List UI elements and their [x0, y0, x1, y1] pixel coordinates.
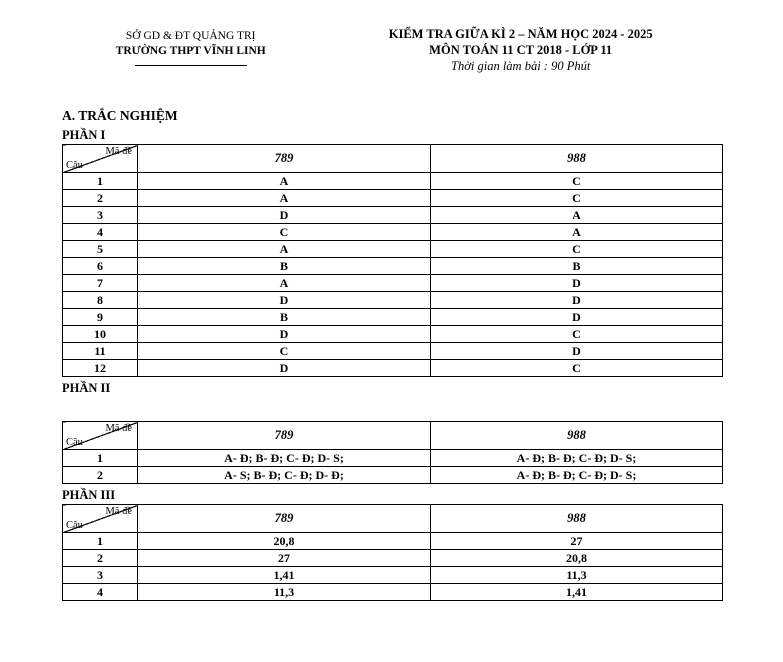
question-number-cell: 4 [63, 584, 138, 601]
answer-cell: 20,8 [431, 550, 723, 567]
answer-cell: A- Đ; B- Đ; C- Đ; D- S; [431, 467, 723, 484]
answer-cell: A- Đ; B- Đ; C- Đ; D- S; [138, 450, 431, 467]
corner-cell [63, 505, 138, 533]
table-header-row [63, 505, 723, 533]
question-number-cell: 8 [63, 292, 138, 309]
answer-cell: 11,3 [138, 584, 431, 601]
answer-cell: D [431, 275, 723, 292]
answer-cell: C [431, 173, 723, 190]
question-number-cell: 11 [63, 343, 138, 360]
answer-cell: A- S; B- Đ; C- Đ; D- Đ; [138, 467, 431, 484]
answer-cell: 27 [431, 533, 723, 550]
answer-cell: B [431, 258, 723, 275]
exam-code-789: 789 [138, 145, 431, 173]
department-name: SỞ GD & ĐT QUẢNG TRỊ [125, 30, 256, 42]
corner-label-cau: Câu [66, 520, 83, 531]
table-row [63, 450, 723, 467]
corner-label-cau: Câu [66, 437, 83, 448]
answer-cell: B [138, 309, 431, 326]
table-row [63, 224, 723, 241]
answer-cell: 20,8 [138, 533, 431, 550]
question-number-cell: 7 [63, 275, 138, 292]
answer-cell: D [431, 309, 723, 326]
answer-table-phan-i [62, 144, 723, 377]
answer-cell: C [138, 224, 431, 241]
question-number-cell: 1 [63, 450, 138, 467]
table-row [63, 173, 723, 190]
corner-label-ma-de: Mã đề [105, 423, 132, 434]
exam-code-789: 789 [138, 505, 431, 533]
document-header [62, 26, 722, 74]
answer-cell: D [138, 360, 431, 377]
answer-cell: A [138, 173, 431, 190]
table-row [63, 309, 723, 326]
question-number-cell: 1 [63, 173, 138, 190]
answer-cell: A [138, 241, 431, 258]
question-number-cell: 3 [63, 567, 138, 584]
answer-cell: D [431, 292, 723, 309]
exam-duration: Thời gian làm bài : 90 Phút [451, 59, 591, 73]
exam-title-line1: KIỂM TRA GIỮA KÌ 2 – NĂM HỌC 2024 - 2025 [388, 27, 653, 41]
answer-cell: A [138, 275, 431, 292]
table-row [63, 241, 723, 258]
table-row [63, 550, 723, 567]
exam-code-988: 988 [431, 422, 723, 450]
header-underline [135, 65, 247, 66]
answer-cell: C [431, 326, 723, 343]
answer-table-phan-ii [62, 421, 723, 484]
answer-cell: A [431, 207, 723, 224]
answer-cell: D [138, 207, 431, 224]
corner-label-ma-de: Mã đề [105, 506, 132, 517]
question-number-cell: 2 [63, 467, 138, 484]
table-row [63, 533, 723, 550]
table-header-row [63, 145, 723, 173]
exam-code-988: 988 [431, 505, 723, 533]
table-row [63, 207, 723, 224]
exam-title-block [319, 26, 722, 74]
phan-iii-title: PHẦN III [62, 488, 116, 502]
answer-table-phan-iii [62, 504, 723, 601]
answer-cell: 11,3 [431, 567, 723, 584]
answer-cell: D [431, 343, 723, 360]
exam-code-789: 789 [138, 422, 431, 450]
exam-code-988: 988 [431, 145, 723, 173]
corner-cell [63, 145, 138, 173]
answer-cell: 1,41 [431, 584, 723, 601]
question-number-cell: 4 [63, 224, 138, 241]
corner-label-cau: Câu [66, 160, 83, 171]
question-number-cell: 3 [63, 207, 138, 224]
corner-label-ma-de: Mã đề [105, 146, 132, 157]
table-row [63, 467, 723, 484]
table-row [63, 584, 723, 601]
table-header-row [63, 422, 723, 450]
table-row [63, 567, 723, 584]
answer-cell: C [431, 360, 723, 377]
phan-i-title: PHẦN I [62, 128, 106, 142]
answer-cell: A [431, 224, 723, 241]
answer-cell: D [138, 326, 431, 343]
question-number-cell: 6 [63, 258, 138, 275]
table-row [63, 190, 723, 207]
answer-cell: C [431, 241, 723, 258]
answer-cell: C [431, 190, 723, 207]
exam-title-line2: MÔN TOÁN 11 CT 2018 - LỚP 11 [429, 43, 613, 57]
school-block [62, 26, 319, 74]
section-title: A. TRẮC NGHIỆM [62, 108, 178, 123]
answer-cell: C [138, 343, 431, 360]
answer-cell: 1,41 [138, 567, 431, 584]
question-number-cell: 12 [63, 360, 138, 377]
corner-cell [63, 422, 138, 450]
question-number-cell: 5 [63, 241, 138, 258]
question-number-cell: 2 [63, 550, 138, 567]
question-number-cell: 2 [63, 190, 138, 207]
table-row [63, 258, 723, 275]
answer-cell: A- Đ; B- Đ; C- Đ; D- S; [431, 450, 723, 467]
answer-cell: D [138, 292, 431, 309]
table-row [63, 275, 723, 292]
school-name: TRƯỜNG THPT VĨNH LINH [115, 45, 266, 57]
question-number-cell: 10 [63, 326, 138, 343]
table-row [63, 326, 723, 343]
answer-cell: 27 [138, 550, 431, 567]
phan-ii-title: PHẦN II [62, 381, 111, 395]
question-number-cell: 9 [63, 309, 138, 326]
table-row [63, 343, 723, 360]
answer-cell: B [138, 258, 431, 275]
answer-cell: A [138, 190, 431, 207]
table-row [63, 292, 723, 309]
question-number-cell: 1 [63, 533, 138, 550]
table-row [63, 360, 723, 377]
